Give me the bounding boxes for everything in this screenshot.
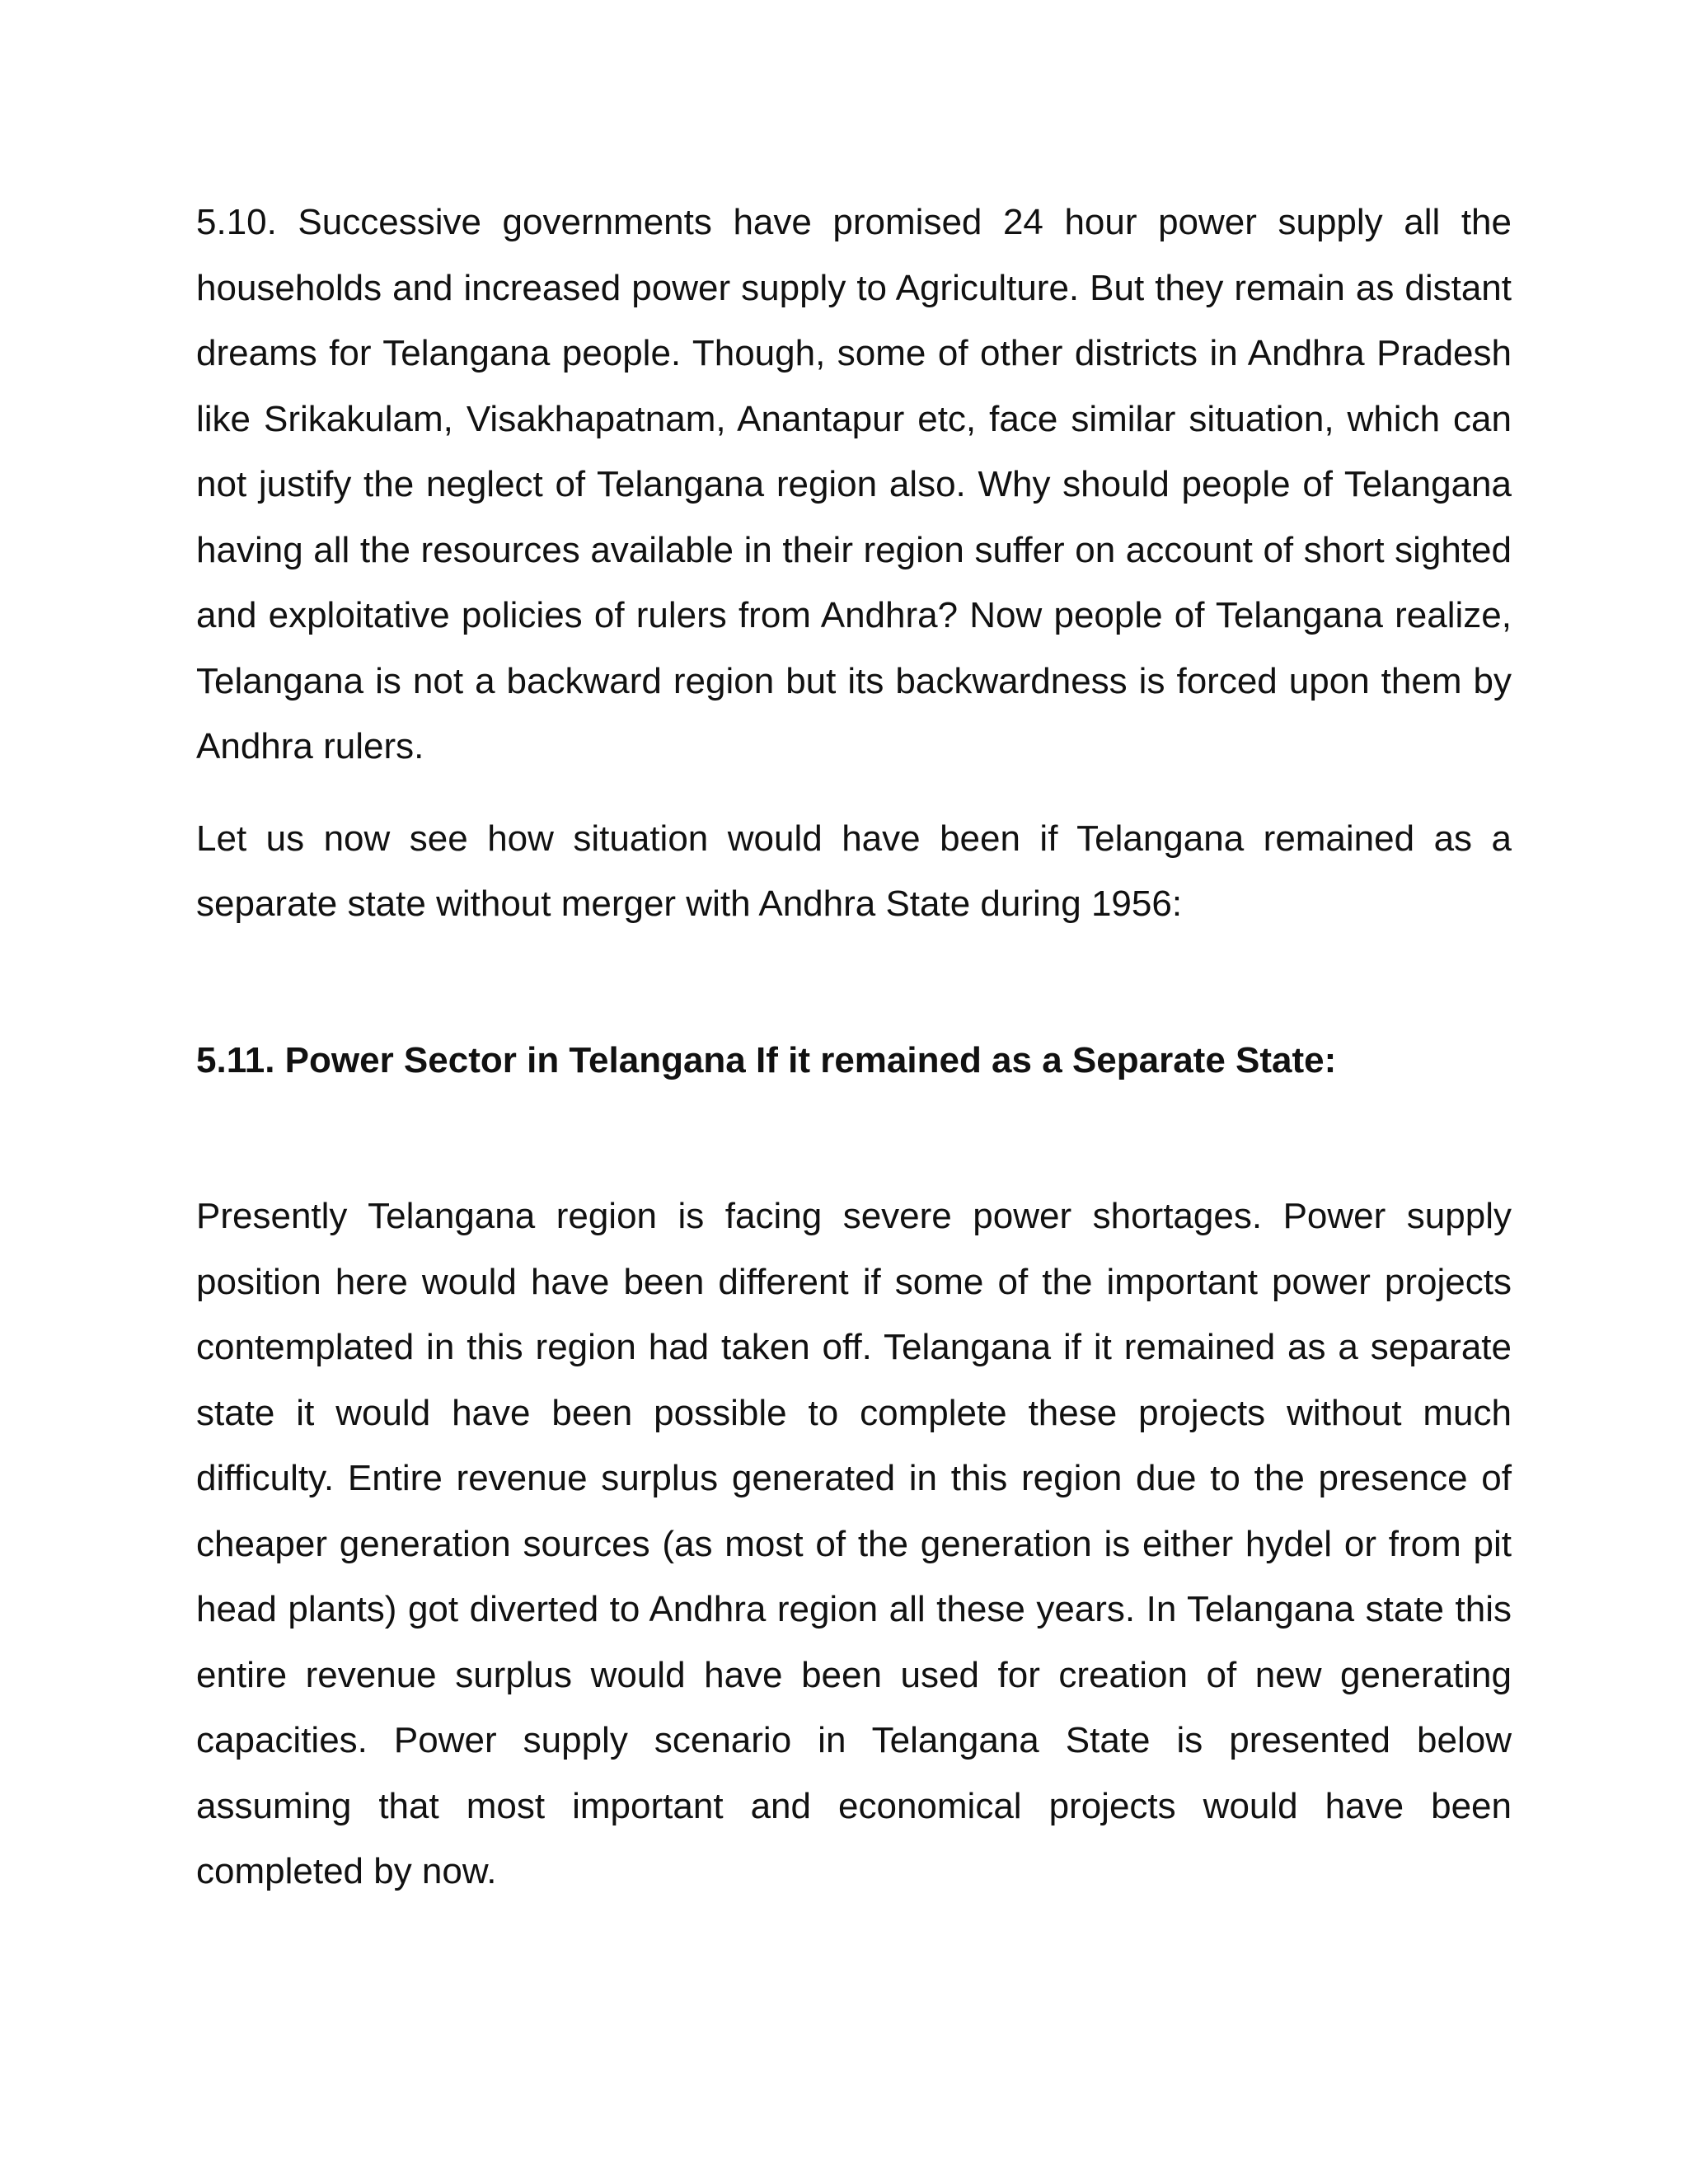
document-body xyxy=(196,190,1512,1905)
paragraph-intro: Let us now see how situation would have been if Telangana remained as a separate state without merger with Andhra State during 1956: xyxy=(196,818,1512,924)
paragraph-power-sector: Presently Telangana region is facing severe power shortages. Power supply position here would have been different if some of the important power projects contemplated in this region had taken off. Telangana if it remained as a separate state it would have been possible to complete these projects without much difficulty. Entire revenue surplus generated in this region due to the presence of cheaper generation sources (as most of the generation is either hydel or from pit head plants) got diverted to Andhra region all these years. In Telangana state this entire revenue surplus would have been used for creation of new generating capacities. Power supply scenario in Telangana State is presented below assuming that most important and economical projects would have been completed by now. xyxy=(196,1196,1512,1891)
paragraph-5-10: 5.10. Successive governments have promised 24 hour power supply all the households and increased power supply to Agriculture. But they remain as distant dreams for Telangana people. Though, some of other districts in Andhra Pradesh like Srikakulam, Visakhapatnam, Anantapur etc, face similar situation, which can not justify the neglect of Telangana region also. Why should people of Telangana having all the resources available in their region suffer on account of short sighted and exploitative policies of rulers from Andhra? Now people of Telangana realize, Telangana is not a backward region but its backwardness is forced upon them by Andhra rulers. xyxy=(196,202,1512,766)
section-heading-5-11: 5.11. Power Sector in Telangana If it remained as a Separate State: xyxy=(196,1039,1337,1080)
